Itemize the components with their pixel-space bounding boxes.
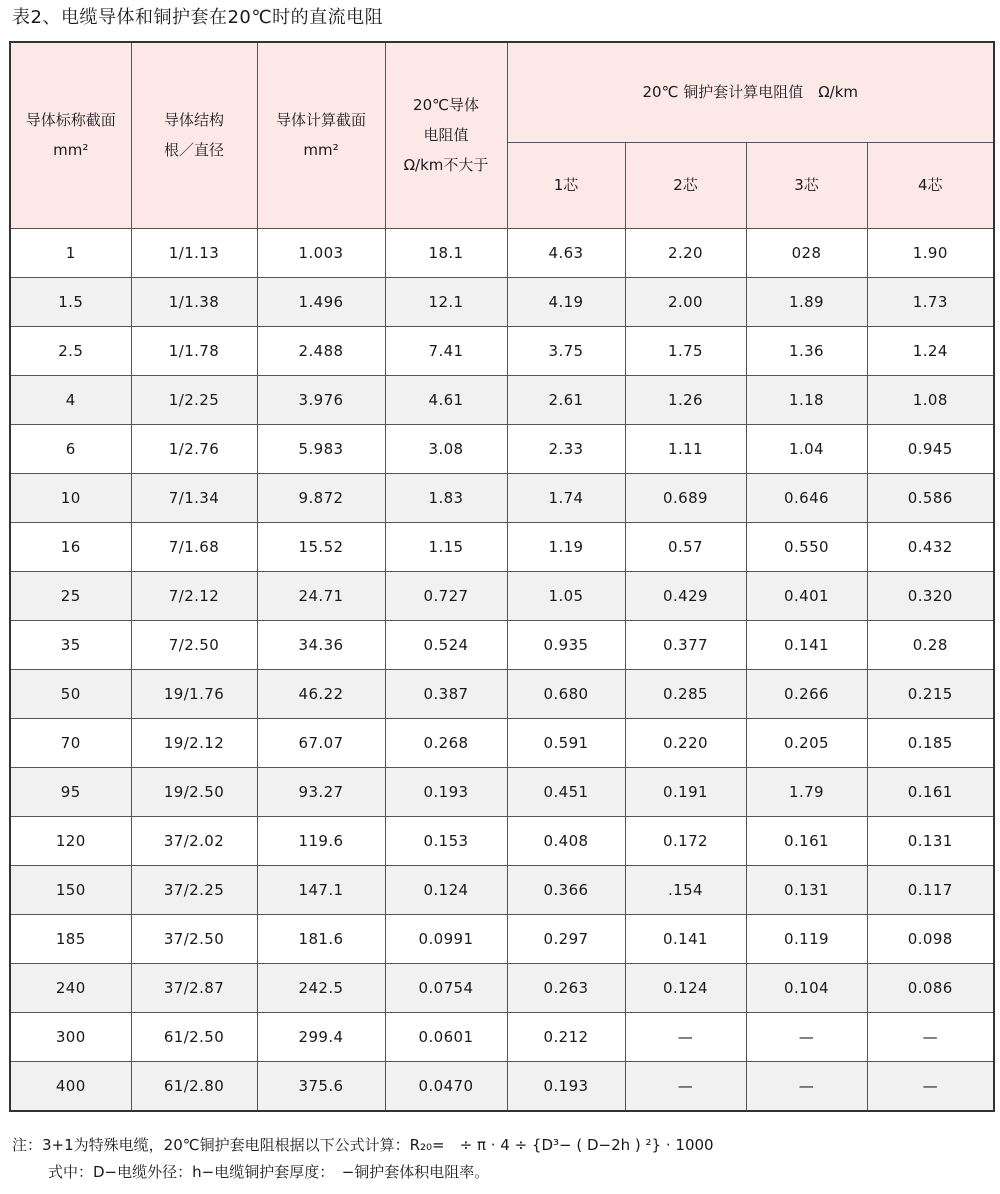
table-cell: 5.983 — [257, 424, 385, 473]
table-cell: 1/2.76 — [131, 424, 257, 473]
table-cell: 0.0754 — [385, 963, 507, 1012]
table-cell: 0.263 — [507, 963, 625, 1012]
table-cell: 2.488 — [257, 326, 385, 375]
table-cell: 0.266 — [746, 669, 867, 718]
table-cell: 2.00 — [625, 277, 746, 326]
table-cell: 4.63 — [507, 228, 625, 277]
table-row — [10, 1061, 994, 1111]
table-title: 表2、电缆导体和铜护套在20℃时的直流电阻 — [12, 7, 384, 28]
table-cell: 1.74 — [507, 473, 625, 522]
table-cell: 2.61 — [507, 375, 625, 424]
table-cell: 120 — [10, 816, 131, 865]
table-cell: 1 — [10, 228, 131, 277]
table-cell: 181.6 — [257, 914, 385, 963]
table-cell: 0.401 — [746, 571, 867, 620]
table-cell: 35 — [10, 620, 131, 669]
table-cell: 0.377 — [625, 620, 746, 669]
table-cell: 0.086 — [867, 963, 994, 1012]
table-cell: 0.524 — [385, 620, 507, 669]
table-cell: 0.689 — [625, 473, 746, 522]
table-cell: 0.28 — [867, 620, 994, 669]
table-cell: 3.75 — [507, 326, 625, 375]
table-cell: 0.0470 — [385, 1061, 507, 1111]
header-structure — [131, 42, 257, 228]
table-cell: 0.451 — [507, 767, 625, 816]
table-cell: 12.1 — [385, 277, 507, 326]
table-row — [10, 326, 994, 375]
table-cell: 67.07 — [257, 718, 385, 767]
note-legend: 式中：D−电缆外径：h−电缆铜护套厚度： −铜护套体积电阻率。 — [48, 1163, 490, 1181]
header-unit: mm² — [303, 141, 339, 160]
table-cell: 37/2.25 — [131, 865, 257, 914]
table-cell: 0.408 — [507, 816, 625, 865]
table-row — [10, 571, 994, 620]
table-cell: 1.003 — [257, 228, 385, 277]
table-cell: 147.1 — [257, 865, 385, 914]
table-cell: 0.727 — [385, 571, 507, 620]
table-cell: 37/2.02 — [131, 816, 257, 865]
table-cell: 1.496 — [257, 277, 385, 326]
table-cell: 0.215 — [867, 669, 994, 718]
table-cell: 1.08 — [867, 375, 994, 424]
table-cell: 1.15 — [385, 522, 507, 571]
table-cell: 0.297 — [507, 914, 625, 963]
table-row — [10, 767, 994, 816]
table-cell: 0.550 — [746, 522, 867, 571]
table-cell: 37/2.87 — [131, 963, 257, 1012]
table-cell: 0.131 — [746, 865, 867, 914]
table-cell: 0.680 — [507, 669, 625, 718]
table-row — [10, 914, 994, 963]
table-cell: 0.172 — [625, 816, 746, 865]
table-cell: 7/2.50 — [131, 620, 257, 669]
table-cell: 1.36 — [746, 326, 867, 375]
table-cell: 19/1.76 — [131, 669, 257, 718]
table-row — [10, 963, 994, 1012]
table-row — [10, 473, 994, 522]
table-cell: 1.75 — [625, 326, 746, 375]
table-cell: 0.098 — [867, 914, 994, 963]
header-unit: mm² — [53, 141, 89, 160]
table-cell: 1/1.13 — [131, 228, 257, 277]
header-calculated-section — [257, 42, 385, 228]
table-cell: 2.20 — [625, 228, 746, 277]
table-cell: 300 — [10, 1012, 131, 1061]
table-cell: 6 — [10, 424, 131, 473]
table-cell: 1.90 — [867, 228, 994, 277]
table-body — [10, 228, 994, 1111]
table-cell: 0.220 — [625, 718, 746, 767]
table-cell: 4.61 — [385, 375, 507, 424]
table-cell: 61/2.80 — [131, 1061, 257, 1111]
table-cell: 50 — [10, 669, 131, 718]
table-cell: 1.89 — [746, 277, 867, 326]
table-cell: 7/1.34 — [131, 473, 257, 522]
table-cell: 1.18 — [746, 375, 867, 424]
table-cell: 37/2.50 — [131, 914, 257, 963]
table-cell: 0.0991 — [385, 914, 507, 963]
table-cell: 7/2.12 — [131, 571, 257, 620]
table-cell: 1.26 — [625, 375, 746, 424]
table-cell: 0.945 — [867, 424, 994, 473]
resistance-table — [9, 41, 995, 1112]
table-cell: 0.193 — [507, 1061, 625, 1111]
header-text: 导体计算截面 — [275, 111, 366, 130]
header-4-core: 4芯 — [867, 142, 994, 228]
header-sheath-resistance-group: 20℃ 铜护套计算电阻值 Ω/km — [507, 42, 994, 142]
header-3-core: 3芯 — [746, 142, 867, 228]
table-row — [10, 1012, 994, 1061]
table-cell: 375.6 — [257, 1061, 385, 1111]
table-cell: 0.935 — [507, 620, 625, 669]
table-cell: 1/1.78 — [131, 326, 257, 375]
table-cell: 0.387 — [385, 669, 507, 718]
table-cell: 4.19 — [507, 277, 625, 326]
table-cell: 0.185 — [867, 718, 994, 767]
table-cell: — — [625, 1061, 746, 1111]
table-cell: 0.193 — [385, 767, 507, 816]
table-row — [10, 669, 994, 718]
table-cell: 10 — [10, 473, 131, 522]
table-cell: 1.83 — [385, 473, 507, 522]
table-cell: 0.131 — [867, 816, 994, 865]
table-cell: 7/1.68 — [131, 522, 257, 571]
table-cell: 150 — [10, 865, 131, 914]
table-cell: 24.71 — [257, 571, 385, 620]
table-cell: 0.104 — [746, 963, 867, 1012]
table-cell: 1.79 — [746, 767, 867, 816]
header-text: 导体标称截面 — [25, 111, 116, 130]
table-cell: 70 — [10, 718, 131, 767]
table-cell: 2.5 — [10, 326, 131, 375]
table-cell: 0.191 — [625, 767, 746, 816]
table-cell: 1/1.38 — [131, 277, 257, 326]
table-cell: 0.646 — [746, 473, 867, 522]
table-cell: 1.11 — [625, 424, 746, 473]
header-nominal-section — [10, 42, 131, 228]
table-cell: 4 — [10, 375, 131, 424]
table-row — [10, 522, 994, 571]
table-cell: 16 — [10, 522, 131, 571]
table-cell: 0.268 — [385, 718, 507, 767]
table-cell: 19/2.50 — [131, 767, 257, 816]
table-cell: 34.36 — [257, 620, 385, 669]
table-cell: 0.57 — [625, 522, 746, 571]
table-cell: 0.429 — [625, 571, 746, 620]
table-cell: 119.6 — [257, 816, 385, 865]
header-2-core: 2芯 — [625, 142, 746, 228]
table-row — [10, 816, 994, 865]
table-cell: 0.141 — [746, 620, 867, 669]
table-cell: 1/2.25 — [131, 375, 257, 424]
table-cell: — — [625, 1012, 746, 1061]
table-row — [10, 620, 994, 669]
table-cell: — — [746, 1012, 867, 1061]
table-cell: 0.117 — [867, 865, 994, 914]
header-1-core: 1芯 — [507, 142, 625, 228]
header-text: 20℃导体 — [413, 96, 479, 115]
table-cell: .154 — [625, 865, 746, 914]
table-cell: 1.19 — [507, 522, 625, 571]
table-cell: 9.872 — [257, 473, 385, 522]
table-cell: 46.22 — [257, 669, 385, 718]
table-cell: 93.27 — [257, 767, 385, 816]
header-text: 电阻值 — [423, 126, 469, 145]
table-cell: 1.04 — [746, 424, 867, 473]
table-cell: 18.1 — [385, 228, 507, 277]
table-cell: 0.141 — [625, 914, 746, 963]
table-cell: 19/2.12 — [131, 718, 257, 767]
table-cell: 028 — [746, 228, 867, 277]
table-row — [10, 228, 994, 277]
table-cell: 0.586 — [867, 473, 994, 522]
table-cell: 1.5 — [10, 277, 131, 326]
table-cell: 0.591 — [507, 718, 625, 767]
note-formula: 注：3+1为特殊电缆，20℃铜护套电阻根据以下公式计算：R₂₀= ÷ π · 4 ÷ {D³− ( D−2h ) ²} · 1000 — [12, 1136, 714, 1154]
table-cell: 0.161 — [867, 767, 994, 816]
table-cell: 0.153 — [385, 816, 507, 865]
table-cell: 3.08 — [385, 424, 507, 473]
table-cell: 0.320 — [867, 571, 994, 620]
table-cell: 0.205 — [746, 718, 867, 767]
table-cell: 240 — [10, 963, 131, 1012]
table-cell: 0.285 — [625, 669, 746, 718]
table-cell: — — [867, 1012, 994, 1061]
table-cell: 242.5 — [257, 963, 385, 1012]
table-row — [10, 424, 994, 473]
table-cell: 1.24 — [867, 326, 994, 375]
header-conductor-resistance — [385, 42, 507, 228]
header-unit: Ω/km不大于 — [403, 156, 489, 175]
table-cell: 2.33 — [507, 424, 625, 473]
table-cell: 299.4 — [257, 1012, 385, 1061]
table-cell: 15.52 — [257, 522, 385, 571]
notes — [12, 1132, 714, 1186]
table-cell: 1.73 — [867, 277, 994, 326]
table-cell: 95 — [10, 767, 131, 816]
table-cell: 0.0601 — [385, 1012, 507, 1061]
table-row — [10, 865, 994, 914]
table-cell: 61/2.50 — [131, 1012, 257, 1061]
table-cell: 0.432 — [867, 522, 994, 571]
table-row — [10, 375, 994, 424]
table-cell: 25 — [10, 571, 131, 620]
table-cell: — — [867, 1061, 994, 1111]
table-cell: 0.212 — [507, 1012, 625, 1061]
table-cell: 0.366 — [507, 865, 625, 914]
header-text: 导体结构 — [163, 111, 224, 130]
table-row — [10, 718, 994, 767]
table-cell: 0.119 — [746, 914, 867, 963]
table-cell: 400 — [10, 1061, 131, 1111]
table-cell: 0.124 — [625, 963, 746, 1012]
table-row — [10, 277, 994, 326]
header-unit: 根／直径 — [163, 141, 224, 160]
table-cell: 185 — [10, 914, 131, 963]
table-cell: 7.41 — [385, 326, 507, 375]
table-cell: — — [746, 1061, 867, 1111]
table-cell: 1.05 — [507, 571, 625, 620]
table-cell: 3.976 — [257, 375, 385, 424]
table-cell: 0.161 — [746, 816, 867, 865]
table-cell: 0.124 — [385, 865, 507, 914]
